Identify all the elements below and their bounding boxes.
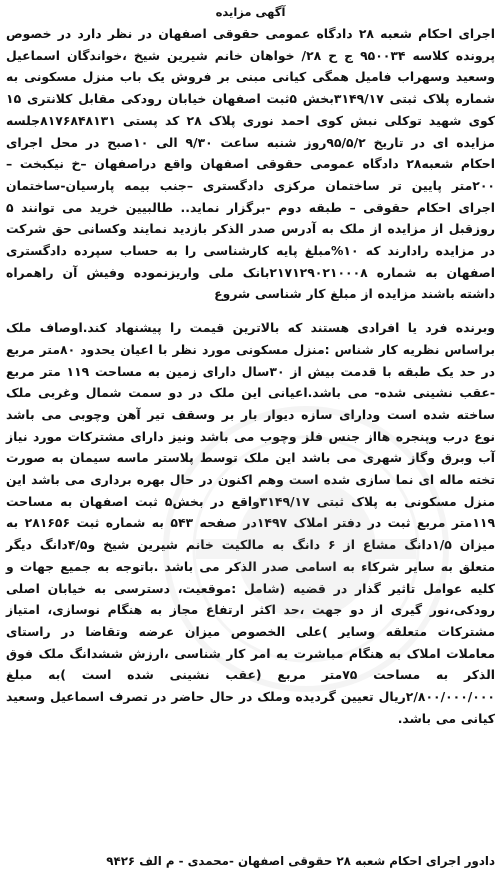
notice-signature-line: دادور اجرای احکام شعبه ۲۸ حقوقی اصفهان -محمدی - م الف ۹۴۲۶ <box>106 854 495 868</box>
paragraph-gap <box>6 305 495 317</box>
notice-title: آگهی مزایده <box>215 5 286 19</box>
notice-paragraph-1: اجرای احکام شعبه ۲۸ دادگاه عمومی حقوقی اصفهان در نظر دارد در خصوص پرونده کلاسه ۹۵۰۰۳۴ ج ح ۲۸/ خواهان خانم شیرین شیخ ،خواندگان اسماعیل وسعید وسهراب فامیل همگی کیانی مبنی بر فروش یک باب منزل مسکونی به شماره پلاک ثبتی ۳۱۴۹/۱۷بخش ۵ثبت اصفهان خیابان رودکی مقابل کلانتری ۱۵ کوی شهید توکلی نبش کوی احمد نوری پلاک ۲۸ کد پستی ۸۱۷۶۸۴۸۱۳۱جلسه مزایده ای در تاریخ ۹۵/۵/۲روز شنبه ساعت ۹/۳۰ الی ۱۰صبح در محل اجرای احکام شعبه۲۸ دادگاه عمومی حقوقی اصفهان واقع دراصفهان –خ نیکبخت –۲۰۰متر پایین تر ساختمان مرکزی دادگستری –جنب بیمه پارسیان-ساختمان اجرای احکام حقوقی – طبقه دوم -برگزار نماید.. طالبیین خرید می توانند ۵ روزقبل از مزایده از ملک به آدرس صدر الذکر بازدید نمایند وکسانی حق شرکت در مزایده رادارند که ۱۰%مبلغ پایه کارشناسی را به حساب سپرده دادگستری اصفهان به شماره ۲۱۷۱۲۹۰۲۱۰۰۰۸بانک ملی واریزنموده وفیش آن راهمراه داشته باشند مزایده از مبلغ کار شناسی شروع <box>6 26 495 302</box>
notice-paragraph-2: وبرنده فرد یا افرادی هستند که بالاترین قیمت را پیشنهاد کند.اوصاف ملک براساس نظریه کار شناس :منزل مسکونی مورد نظر با اعیان یحدود ۸۰متر مربع در حد یک طبقه با قدمت بیش از ۳۰سال دارای زمین به مساحت ۱۱۹ متر مربع -عقب نشینی شده- می باشد.اعیانی این ملک در دو سمت شمال وغربی ملک ساخته شده است ودارای سازه دیوار بار بر وسقف تیر آهن وچوبی می باشد نوع درب وپنجره هااز جنس فلز وچوب می باشد ونیز دارای مشترکات مورد نیاز آب وبرق وگاز شهری می باشد این ملک توسط پلاستر ماسه سیمان به صورت تخته ماله ای نما سازی شده است وهم اکنون در حال بهره برداری می باشد این منزل مسکونی به پلاک ثبتی ۳۱۴۹/۱۷واقع در بخش۵ ثبت اصفهان به مساحت ۱۱۹متر مربع ثبت در دفتر املاک ۱۴۹۷در صفحه ۵۴۳ به شماره ثبت ۲۸۱۶۵۶ به میزان ۱/۵دانگ مشاع از ۶ دانگ به مالکیت خانم شیرین شیخ و۴/۵دانگ دیگر متعلق به سایر شرکاء به اسامی صدر الذکر می باشد .باتوجه به جمیع جهات و کلیه عوامل تاثیر گذار در قضیه (شامل :موقعیت، دسترسی به خیابان اصلی رودکی،نور گیری از دو جهت ،حد اکثر ارتفاع مجاز به هنگام نوسازی، امتیاز مشترکات متعلقه وسایر )علی الخصوص میزان عرضه وتقاضا در راستای معاملات املاک به هنگام مباشرت به امر کار شناسی ،ارزش ششدانگ ملک فوق الذکر به مساحت ۷۵متر مربع (عقب نشینی شده است )به مبلغ ۲/۸۰۰/۰۰۰/۰۰۰ریال تعیین گردیده وملک در حال حاضر در تصرف اسماعیل وسعید کیانی می باشد. <box>6 320 496 726</box>
auction-notice <box>6 4 495 870</box>
